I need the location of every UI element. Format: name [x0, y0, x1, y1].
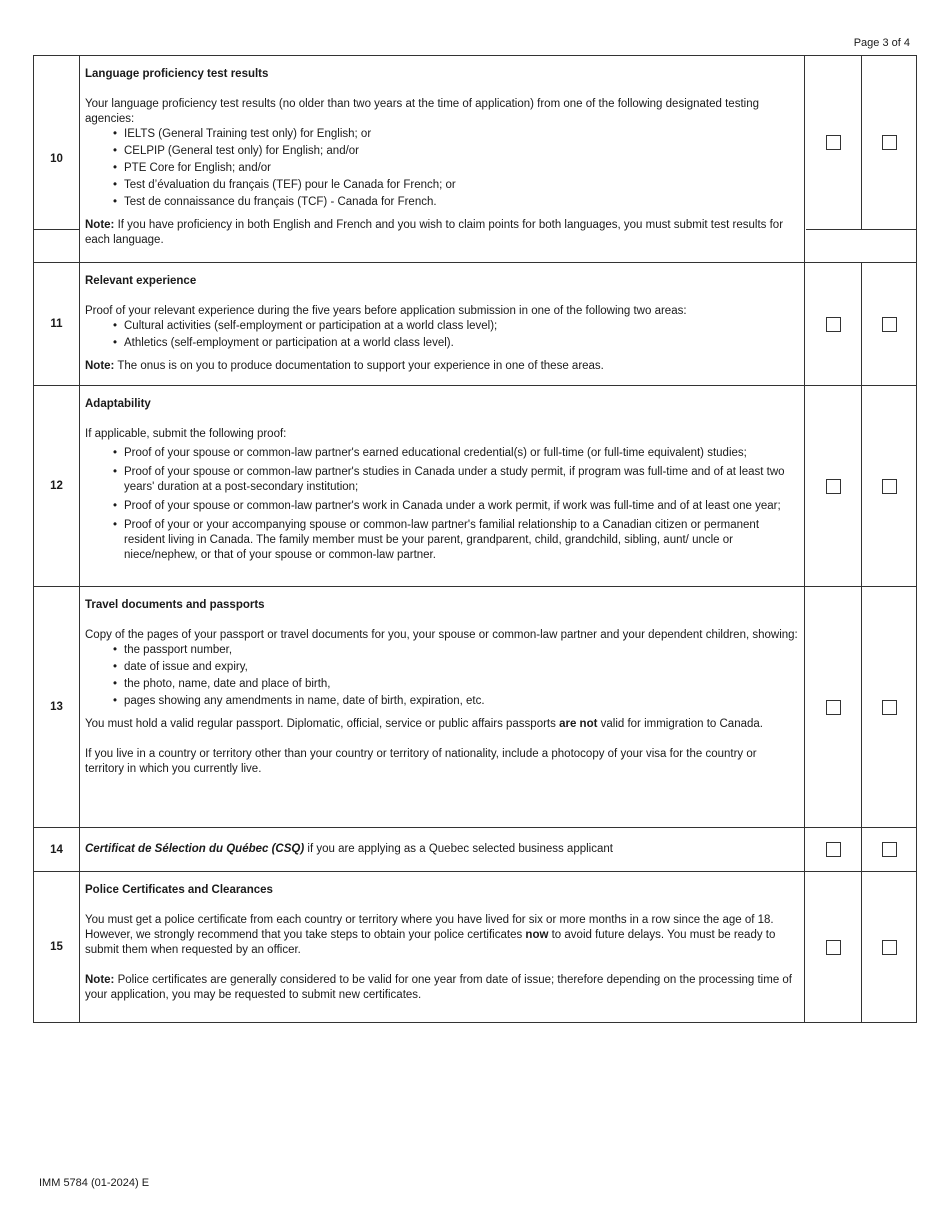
bullet-list	[85, 127, 798, 210]
row-description	[80, 386, 805, 586]
checkbox-cell-1	[806, 828, 862, 871]
note-text: If you have proficiency in both English and French and you wish to claim points for both languages, you must submit test results for each language.	[85, 219, 784, 246]
csq-title: Certificat de Sélection du Québec (CSQ)	[85, 843, 305, 855]
note-label: Note:	[85, 219, 115, 231]
row-number: 11	[34, 263, 80, 385]
row-title: Police Certificates and Clearances	[85, 884, 273, 896]
checklist-row-11	[33, 262, 917, 385]
list-item: • Test d’évaluation du français (TEF) pour le Canada for French; or	[113, 178, 798, 193]
row-description	[80, 872, 805, 1022]
checkbox[interactable]	[882, 842, 897, 857]
checkbox-cell-1	[806, 587, 862, 827]
checkbox[interactable]	[826, 700, 841, 715]
text-segment: if you are applying as a Quebec selected business applicant	[304, 843, 613, 855]
checklist-row-13	[33, 586, 917, 827]
checkbox[interactable]	[826, 135, 841, 150]
checkbox[interactable]	[826, 842, 841, 857]
checkbox-cell-1	[806, 56, 862, 229]
note-label: Note:	[85, 360, 115, 372]
note-text: The onus is on you to produce documentation to support your experience in one of these areas.	[114, 360, 604, 372]
text-segment: valid for immigration to Canada.	[597, 718, 763, 730]
form-code: IMM 5784 (01-2024) E	[39, 1177, 150, 1189]
document-checklist-table	[33, 55, 917, 1023]
row-title: Relevant experience	[85, 275, 197, 287]
visa-note: If you live in a country or territory other than your country or territory of nationality, include a photocopy of your visa for the country or territory in which you currently live.	[85, 748, 757, 775]
row-intro: If applicable, submit the following proof:	[85, 428, 287, 440]
checkbox[interactable]	[882, 479, 897, 494]
checklist-row-10	[33, 55, 917, 262]
list-item: • the passport number,	[113, 643, 798, 658]
note-label: Note:	[85, 974, 115, 986]
row-number: 10	[34, 56, 80, 262]
passport-requirement	[85, 717, 798, 732]
row-title: Language proficiency test results	[85, 68, 269, 80]
checkbox-cell-2	[862, 263, 917, 385]
row-divider	[33, 229, 79, 230]
checklist-row-14	[33, 827, 917, 871]
row-description	[80, 828, 805, 871]
checkbox-cell-2	[862, 386, 917, 586]
row-title: Travel documents and passports	[85, 599, 265, 611]
list-item: • Proof of your spouse or common-law partner's earned educational credential(s) or full-time (or full-time equivalent) studies;	[113, 446, 798, 461]
row-title: Adaptability	[85, 398, 151, 410]
list-item: • Proof of your or your accompanying spouse or common-law partner's familial relationship to a Canadian citizen or permanent resident living in Canada. The family member must be your parent, grandparent, child, grandchild, sibling, aunt/ uncle or niece/nephew, or that of your spouse or common-law partner.	[113, 518, 798, 563]
checkbox-cell-2	[862, 872, 917, 1022]
row-number: 14	[34, 828, 80, 871]
row-number: 12	[34, 386, 80, 586]
checkbox[interactable]	[826, 479, 841, 494]
row-number: 15	[34, 872, 80, 1022]
checkbox-cell-1	[806, 263, 862, 385]
bullet-list	[85, 643, 798, 709]
note-text: Police certificates are generally considered to be valid for one year from date of issue; therefore depending on the processing time of your application, you may be requested to submit new certificates.	[85, 974, 792, 1001]
list-item: • the photo, name, date and place of birth,	[113, 677, 798, 692]
text-segment: to avoid future delays. You must be ready to submit them when requested by an officer.	[85, 929, 776, 956]
page-number: Page 3 of 4	[853, 37, 910, 49]
list-item: • Proof of your spouse or common-law partner's studies in Canada under a study permit, if program was full-time and of at least two years' duration at a post-secondary institution;	[113, 465, 798, 495]
list-item: • IELTS (General Training test only) for English; or	[113, 127, 798, 142]
checkbox-cell-2	[862, 828, 917, 871]
emphasis-text: are not	[559, 718, 598, 730]
police-certificate-text	[85, 913, 798, 958]
csq-text	[85, 842, 798, 857]
list-item: • PTE Core for English; and/or	[113, 161, 798, 176]
checkbox[interactable]	[826, 317, 841, 332]
checkbox[interactable]	[882, 317, 897, 332]
list-item: • Proof of your spouse or common-law partner's work in Canada under a work permit, if work was full-time and of at least one year;	[113, 499, 798, 514]
list-item: • date of issue and expiry,	[113, 660, 798, 675]
text-segment: You must get a police certificate from each country or territory where you have lived for six or more months in a row since the age of 18. However, we strongly recommend that you take steps to obtain your police certificates	[85, 914, 774, 941]
checklist-row-12	[33, 385, 917, 586]
list-item: • Test de connaissance du français (TCF) - Canada for French.	[113, 195, 798, 210]
list-item: • Athletics (self-employment or participation at a world class level).	[113, 336, 798, 351]
bullet-list	[85, 446, 798, 563]
row-description	[80, 263, 805, 385]
row-note	[85, 973, 798, 1003]
checkbox[interactable]	[882, 700, 897, 715]
text-segment: You must hold a valid regular passport. Diplomatic, official, service or public affairs passports	[85, 718, 560, 730]
row-intro: Proof of your relevant experience during the five years before application submission in one of the following two areas:	[85, 305, 687, 317]
checkbox[interactable]	[882, 135, 897, 150]
row-divider	[806, 229, 917, 230]
row-note	[85, 218, 798, 248]
checkbox[interactable]	[882, 940, 897, 955]
bullet-list	[85, 319, 798, 351]
checkbox-cell-1	[806, 386, 862, 586]
list-item: • CELPIP (General test only) for English; and/or	[113, 144, 798, 159]
list-item: • pages showing any amendments in name, date of birth, expiration, etc.	[113, 694, 798, 709]
checkbox-cell-2	[862, 587, 917, 827]
checkbox[interactable]	[826, 940, 841, 955]
checkbox-cell-1	[806, 872, 862, 1022]
emphasis-text: now	[525, 929, 549, 941]
row-description	[80, 56, 805, 262]
list-item: • Cultural activities (self-employment or participation at a world class level);	[113, 319, 798, 334]
row-note	[85, 359, 798, 374]
row-number: 13	[34, 587, 80, 827]
row-intro: Your language proficiency test results (no older than two years at the time of application) from one of the following designated testing agencies:	[85, 98, 759, 125]
checkbox-cell-2	[862, 56, 917, 230]
row-intro: Copy of the pages of your passport or travel documents for you, your spouse or common-law partner and your dependent children, showing:	[85, 629, 798, 641]
row-description	[80, 587, 805, 827]
checklist-row-15	[33, 871, 917, 1023]
